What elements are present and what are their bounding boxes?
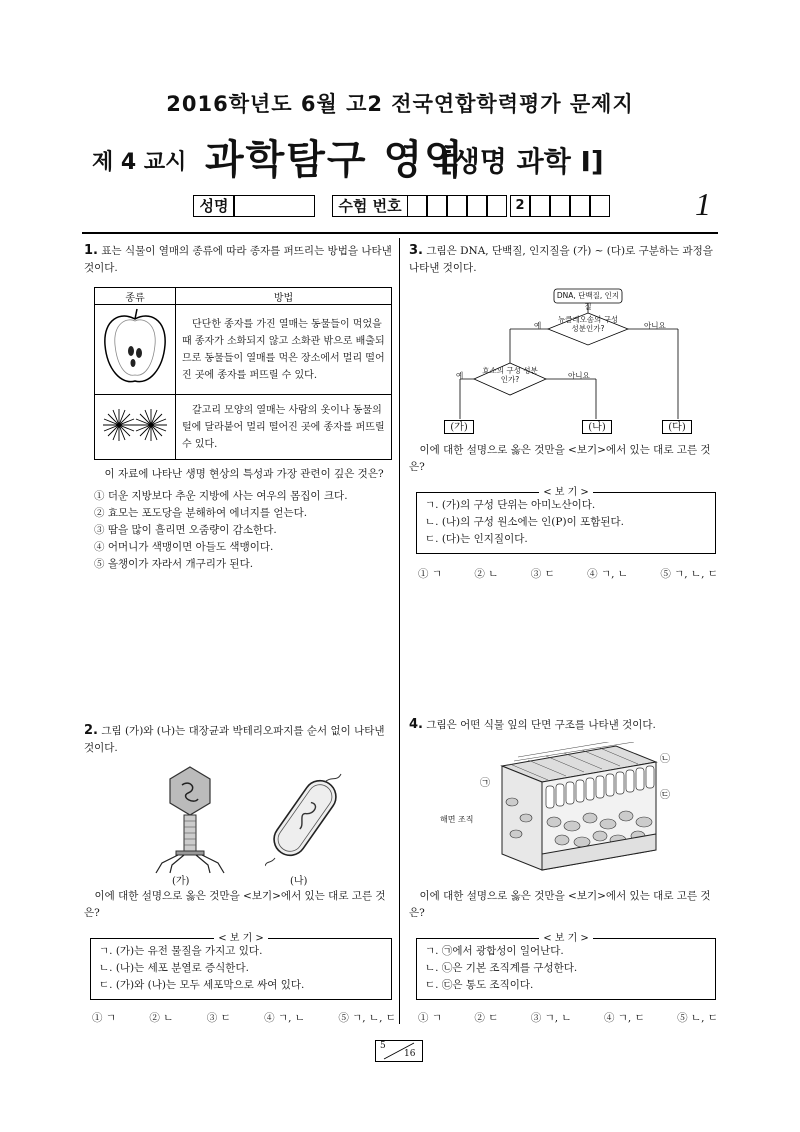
flowchart-no-2: 아니요 <box>568 371 590 380</box>
option-1[interactable]: ① 더운 지방보다 추운 지방에 사는 여우의 몸집이 크다. <box>94 490 348 502</box>
page-indicator <box>375 1040 423 1062</box>
burr-illustration <box>95 395 176 460</box>
question-4-stem <box>409 716 719 734</box>
question-4-choices <box>418 1010 718 1025</box>
current-page: 5 <box>380 1041 386 1051</box>
choice-1[interactable]: ① ㄱ <box>92 1012 116 1024</box>
name-label: 성명 <box>193 195 235 217</box>
leaf-mark-c: ㉢ <box>660 790 670 801</box>
choice-5[interactable]: ⑤ ㄴ, ㄷ <box>677 1012 718 1024</box>
name-field[interactable] <box>233 195 315 217</box>
bogi-item: ㄴ. (나)의 구성 원소에는 인(P)이 포함된다. <box>425 516 624 528</box>
subject-subtitle: [생명 과학 Ⅰ] <box>440 145 604 178</box>
choice-3[interactable]: ③ ㄱ, ㄴ <box>530 1012 572 1024</box>
question-2-stem <box>84 722 394 757</box>
option-3[interactable]: ③ 땀을 많이 흘리면 오줌량이 감소한다. <box>94 524 277 536</box>
choice-5[interactable]: ⑤ ㄱ, ㄴ, ㄷ <box>660 568 718 580</box>
option-2[interactable]: ② 효모는 포도당을 분해하여 에너지를 얻는다. <box>94 507 308 519</box>
bogi-title: < 보 기 > <box>91 930 391 947</box>
choice-1[interactable]: ① ㄱ <box>418 568 442 580</box>
exam-number-cell[interactable] <box>447 195 467 217</box>
question-1-options <box>94 488 394 573</box>
exam-number-cell[interactable] <box>487 195 507 217</box>
table-header-method: 방법 <box>176 288 392 305</box>
choice-4[interactable]: ④ ㄱ, ㄷ <box>603 1012 645 1024</box>
option-5[interactable]: ⑤ 올챙이가 자라서 개구리가 된다. <box>94 558 254 570</box>
exam-number-cell[interactable] <box>590 195 610 217</box>
question-text: 그림 (가)와 (나)는 대장균과 박테리오파지를 순서 없이 나타낸 것이다. <box>84 725 385 754</box>
exam-number-cell[interactable] <box>467 195 487 217</box>
question-2-bogi-box <box>90 933 392 1000</box>
flowchart-question-2: 효소의 구성 성분인가? <box>482 366 538 384</box>
apple-illustration <box>95 305 176 395</box>
question-number: 3. <box>409 243 423 258</box>
choice-1[interactable]: ① ㄱ <box>418 1012 442 1024</box>
bogi-item: ㄴ. (나)는 세포 분열로 증식한다. <box>99 962 249 974</box>
column-divider <box>399 238 400 1024</box>
question-3-choices <box>418 566 718 581</box>
leaf-mark-b: ㉡ <box>660 754 670 765</box>
flowchart-result-b: (나) <box>582 420 612 434</box>
method-text-2: 갈고리 모양의 열매는 사람의 옷이나 동물의 털에 달라붙어 멀리 떨어진 곳에 종자를 퍼뜨릴 수 있다. <box>176 395 392 460</box>
subject-title: 과학탐구 영역 <box>205 137 465 183</box>
bogi-item: ㄷ. (가)와 (나)는 모두 세포막으로 싸여 있다. <box>99 979 305 991</box>
flowchart-result-c: (다) <box>662 420 692 434</box>
header-rule <box>82 232 718 234</box>
choice-3[interactable]: ③ ㄷ <box>530 568 555 580</box>
bogi-item: ㄴ. ㉡은 기본 조직계를 구성한다. <box>425 962 578 974</box>
method-text-1: 단단한 종자를 가진 열매는 동물들이 먹었을 때 종자가 소화되지 않고 소화관 밖으로 배출되므로 동물들이 열매를 먹은 장소에서 멀리 떨어진 곳에 종자를 퍼뜨릴 수 있다. <box>176 305 392 395</box>
option-4[interactable]: ④ 어머니가 색맹이면 아들도 색맹이다. <box>94 541 274 553</box>
bogi-title: < 보 기 > <box>417 930 715 947</box>
question-number: 1. <box>84 243 98 258</box>
period-label: 제 4 교시 <box>92 150 187 175</box>
flowchart-question-1: 뉴클레오솜의 구성 성분인가? <box>557 315 619 333</box>
flowchart-yes-2: 예 <box>456 371 464 380</box>
choice-2[interactable]: ② ㄴ <box>474 568 499 580</box>
spongy-tissue-label: 해면 조직 <box>440 815 474 824</box>
question-text: 그림은 어떤 식물 잎의 단면 구조를 나타낸 것이다. <box>426 719 656 731</box>
flowchart-no-1: 아니요 <box>644 321 666 330</box>
total-pages: 16 <box>404 1049 416 1059</box>
question-4-prompt: 이에 대한 설명으로 옳은 것만을 <보기>에서 있는 대로 고른 것은? <box>409 890 711 919</box>
choice-4[interactable]: ④ ㄱ, ㄴ <box>264 1012 305 1024</box>
bogi-item: ㄷ. (다)는 인지질이다. <box>425 533 528 545</box>
page-number: 1 <box>695 186 711 222</box>
question-text: 그림은 DNA, 단백질, 인지질을 (가) ~ (다)로 구분하는 과정을 나타낸 것이다. <box>409 245 713 274</box>
flowchart-yes-1: 예 <box>534 321 542 330</box>
exam-number-cell[interactable] <box>570 195 590 217</box>
question-text: 표는 식물이 열매의 종류에 따라 종자를 퍼뜨리는 방법을 나타낸 것이다. <box>84 245 392 274</box>
leaf-cross-section-icon <box>498 742 660 880</box>
bogi-item: ㄷ. ㉢은 통도 조직이다. <box>425 979 534 991</box>
flowchart-start: DNA, 단백질, 인지질 <box>556 291 620 311</box>
question-number: 2. <box>84 723 98 738</box>
bacteriophage-icon <box>150 765 230 875</box>
bogi-title: < 보 기 > <box>417 484 715 501</box>
question-3-bogi-box <box>416 487 716 554</box>
choice-3[interactable]: ③ ㄷ <box>206 1012 231 1024</box>
exam-number-cell[interactable]: 2 <box>510 195 530 217</box>
apple-cross-section-icon <box>99 307 171 389</box>
exam-supertitle: 2016학년도 6월 고2 전국연합학력평가 문제지 <box>166 92 634 116</box>
exam-number-cell[interactable] <box>407 195 427 217</box>
exam-number-label: 수험 번호 <box>332 195 408 217</box>
figure-label-a: (가) <box>172 876 190 887</box>
exam-number-cell[interactable] <box>427 195 447 217</box>
bogi-item: ㄱ. ㉠에서 광합성이 일어난다. <box>425 945 564 957</box>
bacterium-icon <box>265 768 345 868</box>
question-3-stem <box>409 242 719 277</box>
bogi-item: ㄱ. (가)의 구성 단위는 아미노산이다. <box>425 499 596 511</box>
choice-5[interactable]: ⑤ ㄱ, ㄴ, ㄷ <box>338 1012 396 1024</box>
figure-label-b: (나) <box>290 876 308 887</box>
choice-2[interactable]: ② ㄷ <box>474 1012 499 1024</box>
exam-number-cell[interactable] <box>550 195 570 217</box>
question-4-bogi-box <box>416 933 716 1000</box>
choice-4[interactable]: ④ ㄱ, ㄴ <box>587 568 628 580</box>
question-2-prompt: 이에 대한 설명으로 옳은 것만을 <보기>에서 있는 대로 고른 것은? <box>84 890 386 919</box>
question-1-stem <box>84 242 394 277</box>
question-number: 4. <box>409 717 423 732</box>
table-header-type: 종류 <box>95 288 176 305</box>
question-2-choices <box>92 1010 396 1025</box>
leaf-mark-a: ㉠ <box>480 778 490 789</box>
bogi-item: ㄱ. (가)는 유전 물질을 가지고 있다. <box>99 945 263 957</box>
exam-number-cell[interactable] <box>530 195 550 217</box>
choice-2[interactable]: ② ㄴ <box>149 1012 174 1024</box>
seed-dispersal-table <box>94 287 392 460</box>
burr-fruit-icon <box>99 397 171 455</box>
question-3-prompt: 이에 대한 설명으로 옳은 것만을 <보기>에서 있는 대로 고른 것은? <box>409 444 711 473</box>
flowchart-result-a: (가) <box>444 420 474 434</box>
question-1-prompt: 이 자료에 나타난 생명 현상의 특성과 가장 관련이 깊은 것은? <box>104 468 384 480</box>
